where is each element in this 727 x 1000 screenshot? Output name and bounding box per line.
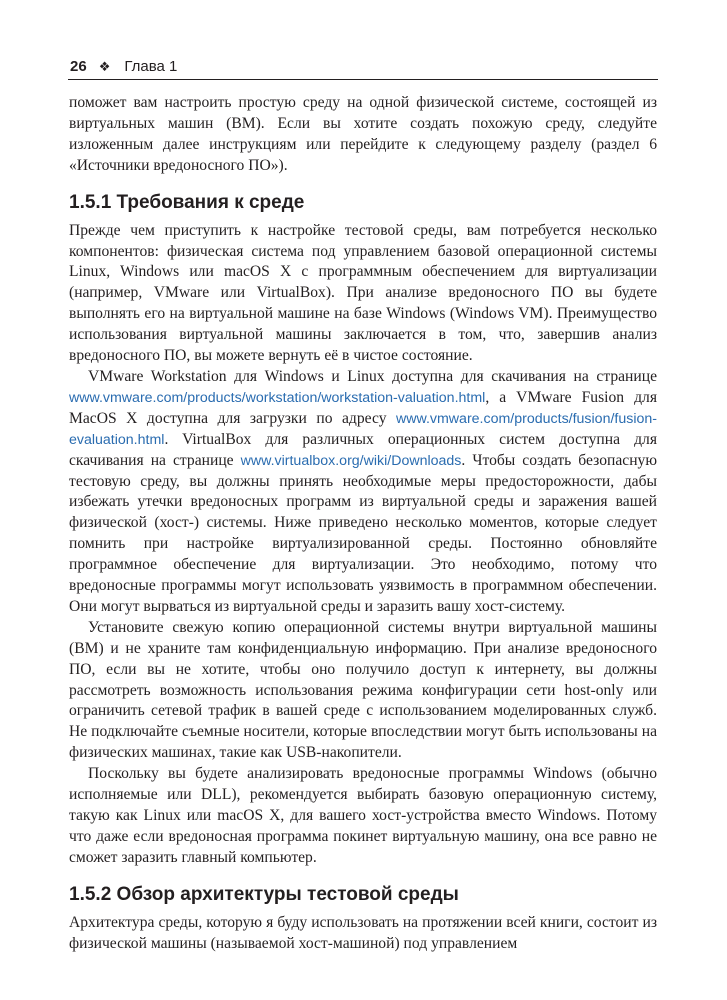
text-span: VMware Workstation для Windows и Linux доступна для скачивания на странице — [88, 367, 657, 385]
text-span: , а VMware Fusion для MacOS X доступна для загрузки по адресу — [69, 388, 657, 427]
link-virtualbox-downloads[interactable]: www.virtualbox.org/wiki/Downloads — [240, 452, 462, 469]
section-heading-1-5-1: 1.5.1 Требования к среде — [69, 191, 305, 213]
running-header — [70, 58, 657, 76]
section-heading-1-5-2: 1.5.2 Обзор архитектуры тестовой среды — [69, 883, 459, 905]
paragraph-intro: поможет вам настроить простую среду на одной физической системе, состоящей из виртуальных машин (ВМ). Если вы хотите создать похожую среду, следуйте изложенным далее инструкциям или перейдите к следующему разделу (раздел 6 «Источники вредоносного ПО»). — [69, 94, 657, 174]
paragraph-architecture: Архитектура среды, которую я буду использовать на протяжении всей книги, состоит из физической машины (называемой хост-машиной) под управлением — [69, 913, 657, 952]
paragraph-fresh-os: Установите свежую копию операционной системы внутри виртуальной машины (ВМ) и не храните там конфиденциальную информацию. При анализе вредоносного ПО, если вы не хотите, чтобы оно получило доступ к интернету, вы должны рассмотреть возможность использования режима конфигурации сети host-only или ограничить сетевой трафик в вашей среде с использованием моделированных служб. Не подключайте съемные носители, которые впоследствии могут быть использованы на физических машинах, такие как USB-накопители. — [69, 618, 657, 762]
chapter-title: Глава 1 — [124, 58, 178, 75]
paragraph-requirements: Прежде чем приступить к настройке тестовой среды, вам потребуется несколько компонентов: физическая система под управлением базовой операционной системы Linux, Windows или macOS X с программным обеспечением для виртуализации (например, VMware или VirtualBox). При анализе вредоносного ПО вы будете выполнять его на виртуальной машине на базе Windows (Windows VM). Преимущество использования виртуальной машины заключается в том, что, завершив анализ вредоносного ПО, вы можете вернуть её в чистое состояние. — [69, 221, 657, 365]
text-span: . Чтобы создать безопасную тестовую среду, вы должны принять необходимые меры предосторожности, дабы избежать утечки вредоносных программ из виртуальной среды и заражения вашей физической (хост-) системы. Ниже приведено несколько моментов, которые следует помнить при настройке виртуализированной среды. Постоянно обновляйте программное обеспечение для виртуализации. Это необходимо, потому что вредоносные программы могут использовать уязвимость в программном обеспечении. Они могут вырваться из виртуальной среды и заразить вашу хост-систему. — [69, 451, 657, 615]
paragraph-host-os: Поскольку вы будете анализировать вредоносные программы Windows (обычно исполняемые или DLL), рекомендуется выбирать базовую операционную систему, такую как Linux или macOS X, для вашего хост-устройства вместо Windows. Потому что даже если вредоносная программа покинет виртуальную машину, она все равно не сможет заразить главный компьютер. — [69, 765, 657, 866]
header-rule — [68, 79, 658, 80]
text-span: . VirtualBox для различных операционных систем доступна для скачивания на странице — [69, 430, 657, 469]
ornament-icon: ❖ — [98, 59, 111, 74]
link-vmware-workstation[interactable]: www.vmware.com/products/workstation/workstation-valuation.html — [69, 389, 486, 406]
page-body — [69, 93, 657, 955]
page-number: 26 — [70, 58, 87, 75]
link-vmware-fusion[interactable]: www.vmware.com/products/fusion/fusion-evaluation.html — [69, 410, 657, 448]
paragraph-downloads — [69, 367, 657, 618]
